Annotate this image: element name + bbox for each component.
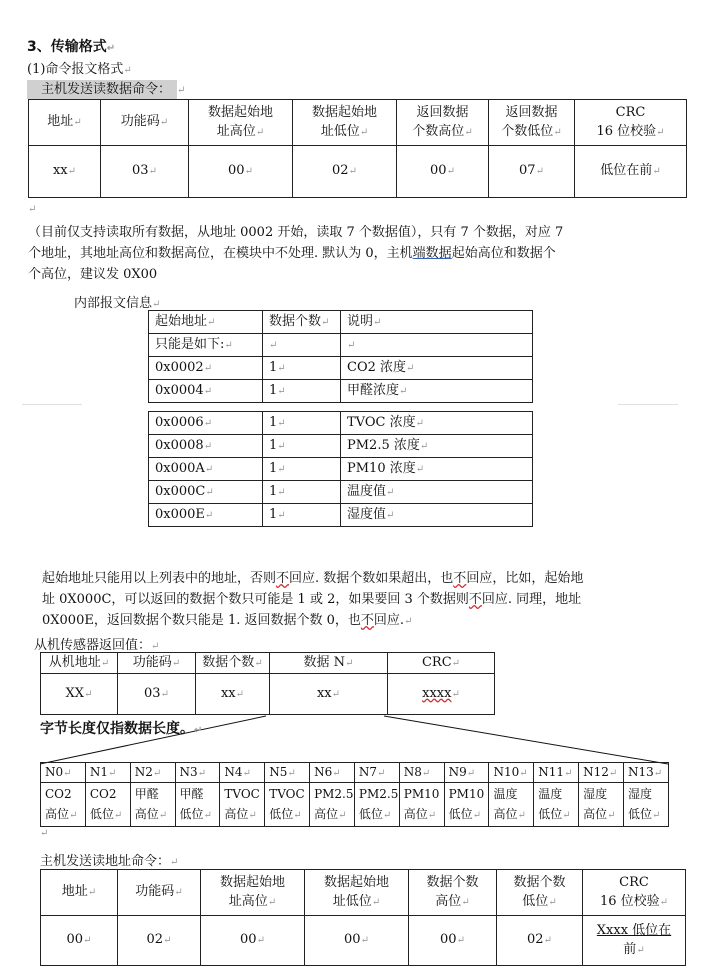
read-cmd-value-3: 02↵	[293, 146, 397, 198]
address-command-table	[40, 869, 686, 966]
byte-desc-1: CO2 低位↵	[85, 783, 130, 827]
byte-header-13: N13↵	[623, 763, 668, 783]
byte-header-9: N9↵	[444, 763, 489, 783]
byte-desc-9: PM10 低位↵	[444, 783, 489, 827]
byte-length-note: 字节长度仅指数据长度。↵	[40, 721, 203, 737]
read-cmd-header-6: CRC 16 位校验↵	[575, 100, 687, 146]
addr-cmd-title: 主机发送读地址命令：↵	[40, 854, 179, 869]
table-row	[149, 311, 533, 334]
slave-header-1: 功能码↵	[118, 653, 196, 674]
read-cmd-header-5: 返回数据 个数低位↵	[489, 100, 575, 146]
internal-address-table-2	[148, 411, 533, 527]
byte-desc-8: PM10 高位↵	[399, 783, 444, 827]
addr-cmd-value-3: 00↵	[305, 916, 409, 966]
section-title: 3、传输格式↵	[27, 39, 116, 55]
read-cmd-header-3: 数据起始地 址低位↵	[293, 100, 397, 146]
internal2-r2-c2: PM10 浓度↵	[341, 458, 533, 481]
read-cmd-value-5: 07↵	[489, 146, 575, 198]
internal2-r1-c2: PM2.5 浓度↵	[341, 435, 533, 458]
byte-header-5: N5↵	[265, 763, 310, 783]
internal2-r3-c2: 温度值↵	[341, 481, 533, 504]
table-row	[149, 481, 533, 504]
byte-header-10: N10↵	[489, 763, 534, 783]
addr-cmd-value-5: 02↵	[497, 916, 583, 966]
table-row	[149, 412, 533, 435]
internal1-r3-c2: 甲醛浓度↵	[341, 380, 533, 403]
table-row	[149, 357, 533, 380]
byte-layout-table	[40, 762, 669, 827]
byte-desc-10: 温度 高位↵	[489, 783, 534, 827]
byte-desc-7: PM2.5 低位↵	[354, 783, 399, 827]
table-row	[149, 504, 533, 527]
internal1-r0-c0: 起始地址↵	[149, 311, 263, 334]
read-note: （目前仅支持读取所有数据，从地址 0002 开始，读取 7 个数据值），只有 7 个数据，对应 7 个地址，其地址高位和数据高位，在模块中不处理. 默认为 0，主机端数据起始高位和数据个 个高位，建议发 0X00	[28, 225, 564, 282]
internal2-r3-c1: 1↵	[263, 481, 341, 504]
addr-cmd-header-3: 数据起始地 址低位↵	[305, 870, 409, 916]
read-cmd-header-2: 数据起始地 址高位↵	[189, 100, 293, 146]
slave-value-0: XX↵	[41, 674, 118, 715]
byte-header-7: N7↵	[354, 763, 399, 783]
read-cmd-header-1: 功能码↵	[101, 100, 189, 146]
byte-desc-4: TVOC 高位↵	[220, 783, 265, 827]
constraint-note: 起始地址只能用以上列表中的地址，否则不回应. 数据个数如果超出，也不回应，比如，起始地 址 0X000C，可以返回的数据个数只可能是 1 或 2，如果要回 3 个数据则不回应. 同理，地址 0X000E，返回数据个数只能是 1. 返回数据个数 0，也不回应.↵	[42, 571, 584, 628]
addr-cmd-header-5: 数据个数 低位↵	[497, 870, 583, 916]
subsection-title: (1)命令报文格式↵	[27, 62, 132, 77]
read-cmd-value-6: 低位在前↵	[575, 146, 687, 198]
byte-header-12: N12↵	[579, 763, 624, 783]
byte-header-11: N11↵	[534, 763, 579, 783]
read-cmd-value-1: 03↵	[101, 146, 189, 198]
internal-title: 内部报文信息↵	[74, 296, 161, 311]
internal-address-table-1	[148, 310, 533, 403]
internal1-r1-c0: 只能是如下:↵	[149, 334, 263, 357]
internal1-r1-c1: ↵	[263, 334, 341, 357]
internal1-r2-c2: CO2 浓度↵	[341, 357, 533, 380]
byte-desc-13: 湿度 低位↵	[623, 783, 668, 827]
addr-cmd-value-2: 00↵	[201, 916, 305, 966]
slave-value-3: xx↵	[270, 674, 388, 715]
internal1-r0-c1: 数据个数↵	[263, 311, 341, 334]
addr-cmd-header-1: 功能码↵	[118, 870, 201, 916]
internal2-r2-c0: 0x000A↵	[149, 458, 263, 481]
internal1-r2-c0: 0x0002↵	[149, 357, 263, 380]
byte-desc-12: 湿度 高位↵	[579, 783, 624, 827]
addr-cmd-value-0: 00↵	[41, 916, 118, 966]
read-cmd-value-2: 00↵	[189, 146, 293, 198]
byte-header-8: N8↵	[399, 763, 444, 783]
read-cmd-value-0: xx↵	[29, 146, 101, 198]
byte-header-6: N6↵	[310, 763, 355, 783]
internal1-r1-c2: ↵	[341, 334, 533, 357]
table-row	[149, 380, 533, 403]
byte-desc-0: CO2 高位↵	[41, 783, 86, 827]
addr-cmd-value-1: 02↵	[118, 916, 201, 966]
slave-header-0: 从机地址↵	[41, 653, 118, 674]
internal2-r0-c0: 0x0006↵	[149, 412, 263, 435]
internal2-r0-c1: 1↵	[263, 412, 341, 435]
internal2-r4-c2: 湿度值↵	[341, 504, 533, 527]
read-cmd-title: 主机发送读数据命令： ↵	[27, 78, 185, 97]
internal2-r1-c1: 1↵	[263, 435, 341, 458]
internal2-r1-c0: 0x0008↵	[149, 435, 263, 458]
byte-desc-11: 温度 低位↵	[534, 783, 579, 827]
internal2-r4-c0: 0x000E↵	[149, 504, 263, 527]
byte-header-2: N2↵	[130, 763, 175, 783]
byte-header-3: N3↵	[175, 763, 220, 783]
read-command-table	[28, 99, 687, 198]
read-cmd-header-4: 返回数据 个数高位↵	[397, 100, 489, 146]
addr-cmd-header-4: 数据个数 高位↵	[409, 870, 497, 916]
byte-header-0: N0↵	[41, 763, 86, 783]
internal1-r0-c2: 说明↵	[341, 311, 533, 334]
slave-value-2: xx↵	[196, 674, 270, 715]
slave-value-4: xxxx↵	[388, 674, 495, 715]
paragraph-mark: ↵	[40, 828, 49, 839]
byte-desc-3: 甲醛 低位↵	[175, 783, 220, 827]
slave-header-3: 数据 N↵	[270, 653, 388, 674]
slave-header-2: 数据个数↵	[196, 653, 270, 674]
table-row	[149, 458, 533, 481]
addr-cmd-header-6: CRC 16 位校验↵	[583, 870, 686, 916]
internal2-r4-c1: 1↵	[263, 504, 341, 527]
internal2-r0-c2: TVOC 浓度↵	[341, 412, 533, 435]
read-cmd-header-0: 地址↵	[29, 100, 101, 146]
internal2-r3-c0: 0x000C↵	[149, 481, 263, 504]
byte-desc-5: TVOC 低位↵	[265, 783, 310, 827]
table-row	[149, 334, 533, 357]
addr-cmd-value-4: 00↵	[409, 916, 497, 966]
addr-cmd-value-6: Xxxx 低位在 前↵	[583, 916, 686, 966]
internal1-r3-c0: 0x0004↵	[149, 380, 263, 403]
byte-desc-6: PM2.5 高位↵	[310, 783, 355, 827]
internal1-r3-c1: 1↵	[263, 380, 341, 403]
slave-response-table	[40, 652, 495, 715]
internal1-r2-c1: 1↵	[263, 357, 341, 380]
table-row	[149, 435, 533, 458]
byte-header-1: N1↵	[85, 763, 130, 783]
slave-value-1: 03↵	[118, 674, 196, 715]
internal2-r2-c1: 1↵	[263, 458, 341, 481]
slave-title: 从机传感器返回值：↵	[34, 638, 160, 653]
slave-header-4: CRC↵	[388, 653, 495, 674]
byte-header-4: N4↵	[220, 763, 265, 783]
read-cmd-value-4: 00↵	[397, 146, 489, 198]
paragraph-mark: ↵	[28, 204, 37, 215]
addr-cmd-header-0: 地址↵	[41, 870, 118, 916]
addr-cmd-header-2: 数据起始地 址高位↵	[201, 870, 305, 916]
byte-desc-2: 甲醛 高位↵	[130, 783, 175, 827]
